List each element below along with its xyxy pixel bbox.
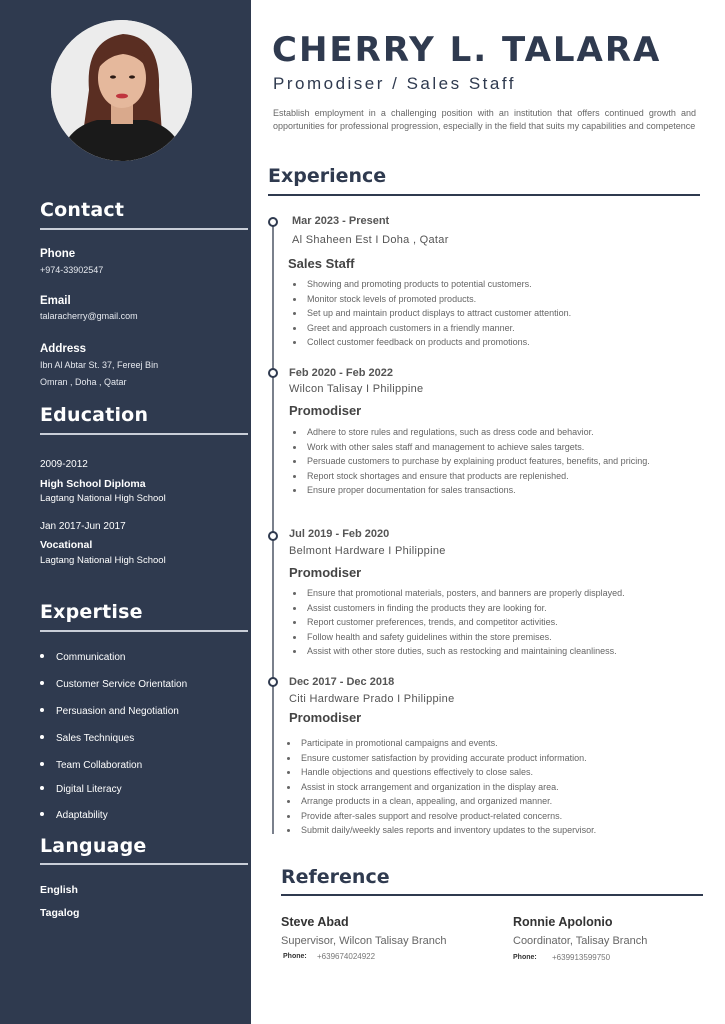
skill-item [40,810,108,821]
skill-item [40,652,125,663]
reference-phone: +639674024922 [317,952,376,961]
job-date: Jul 2019 - Feb 2020 [289,528,390,540]
duty-item: Report stock shortages and ensure that products are replenished. [290,469,690,484]
experience-divider [268,194,700,196]
job-date: Mar 2023 - Present [292,215,390,227]
experience-heading: Experience [268,165,387,187]
reference-phone-label: Phone: [283,953,307,960]
job-role: Promodiser / Sales Staff [273,74,516,93]
education-degree: Vocational [40,539,93,551]
duty-item: Ensure proper documentation for sales transactions. [290,483,690,498]
bullet-icon [40,681,44,685]
phone-label: Phone [40,248,76,260]
duty-item: Assist with other store duties, such as restocking and maintaining cleanliness. [290,644,690,659]
job-title: Promodiser [289,403,362,418]
skill-item [40,784,122,795]
bullet-icon [40,708,44,712]
reference-phone-label: Phone: [513,954,537,961]
profile-photo-image [51,20,192,161]
phone-value: +974-33902547 [40,265,104,275]
skill-label: Adaptability [56,810,108,821]
duty-item: Report customer preferences, trends, and competitor activities. [290,615,690,630]
duty-item: Follow health and safety guidelines within the store premises. [290,630,690,645]
job-date: Dec 2017 - Dec 2018 [289,676,395,688]
job-place: Citi Hardware Prado I Philippine [289,693,455,705]
skill-label: Sales Techniques [56,733,135,744]
timeline-dot-icon [268,531,278,541]
duty-item: Collect customer feedback on products and promotions. [290,335,690,350]
expertise-divider [40,630,248,632]
reference-heading: Reference [281,866,390,888]
profile-photo [51,20,192,161]
job-place: Belmont Hardware I Philippine [289,545,446,557]
job-duties [290,277,690,350]
email-value[interactable]: talaracherry@gmail.com [40,311,138,321]
timeline-dot-icon [268,677,278,687]
language-heading: Language [40,835,147,857]
job-title: Promodiser [289,710,362,725]
duty-item: Ensure customer satisfaction by providing accurate product information. [284,751,684,766]
duty-item: Monitor stock levels of promoted products. [290,292,690,307]
address-line-1: Ibn Al Abtar St. 37, Fereej Bin [40,360,159,370]
reference-role: Supervisor, Wilcon Talisay Branch [281,935,447,947]
duty-item: Submit daily/weekly sales reports and inventory updates to the supervisor. [284,823,684,838]
bullet-icon [40,735,44,739]
skill-label: Team Collaboration [56,760,143,771]
contact-divider [40,228,248,230]
bullet-icon [40,654,44,658]
reference-name: Ronnie Apolonio [513,915,613,929]
job-duties [290,586,690,659]
email-label: Email [40,295,71,307]
job-title: Promodiser [289,565,362,580]
duty-item: Handle objections and questions effectively to close sales. [284,765,684,780]
job-duties [290,425,690,498]
expertise-heading: Expertise [40,601,143,623]
duty-item: Participate in promotional campaigns and events. [284,736,684,751]
duty-item: Showing and promoting products to potential customers. [290,277,690,292]
duty-item: Work with other sales staff and management to achieve sales targets. [290,440,690,455]
full-name: CHERRY L. TALARA [272,30,662,70]
career-objective: Establish employment in a challenging position with an institution that offers continued growth and opportunities for professional progression, especially in the field that suits my capabilities and competence [273,108,696,131]
skill-label: Digital Literacy [56,784,122,795]
sidebar [0,0,251,1024]
education-heading: Education [40,404,149,426]
reference-role: Coordinator, Talisay Branch [513,935,648,947]
education-years: Jan 2017-Jun 2017 [40,521,126,532]
bullet-icon [40,812,44,816]
education-school: Lagtang National High School [40,493,166,504]
skill-label: Customer Service Orientation [56,679,188,690]
bullet-icon [40,786,44,790]
education-degree: High School Diploma [40,478,146,490]
reference-phone: +639913599750 [552,953,611,962]
duty-item: Arrange products in a clean, appealing, and organized manner. [284,794,684,809]
job-duties [284,736,684,838]
duty-item: Assist in stock arrangement and organization in the display area. [284,780,684,795]
skill-label: Communication [56,652,126,663]
education-divider [40,433,248,435]
timeline-line [272,222,274,834]
duty-item: Set up and maintain product displays to attract customer attention. [290,306,690,321]
language-item: English [40,884,78,896]
education-years: 2009-2012 [40,459,88,470]
duty-item: Provide after-sales support and resolve product-related concerns. [284,809,684,824]
language-divider [40,863,248,865]
bullet-icon [40,762,44,766]
address-label: Address [40,343,87,355]
job-place: Wilcon Talisay I Philippine [289,383,424,395]
duty-item: Greet and approach customers in a friendly manner. [290,321,690,336]
timeline-dot-icon [268,217,278,227]
skill-item [40,679,187,690]
reference-name: Steve Abad [281,915,349,929]
skill-label: Persuasion and Negotiation [56,706,179,717]
reference-divider [281,894,703,896]
job-date: Feb 2020 - Feb 2022 [289,367,393,379]
job-title: Sales Staff [288,256,355,271]
duty-item: Persuade customers to purchase by explaining product features, benefits, and pricing. [290,454,690,469]
skill-item [40,706,179,717]
skill-item [40,760,142,771]
job-place: Al Shaheen Est I Doha , Qatar [292,234,449,246]
contact-heading: Contact [40,199,125,221]
duty-item: Assist customers in finding the products they are looking for. [290,601,690,616]
skill-item [40,733,134,744]
language-item: Tagalog [40,907,80,919]
duty-item: Ensure that promotional materials, posters, and banners are properly displayed. [290,586,690,601]
education-school: Lagtang National High School [40,555,166,566]
timeline-dot-icon [268,368,278,378]
duty-item: Adhere to store rules and regulations, such as dress code and behavior. [290,425,690,440]
address-line-2: Omran , Doha , Qatar [40,377,127,387]
